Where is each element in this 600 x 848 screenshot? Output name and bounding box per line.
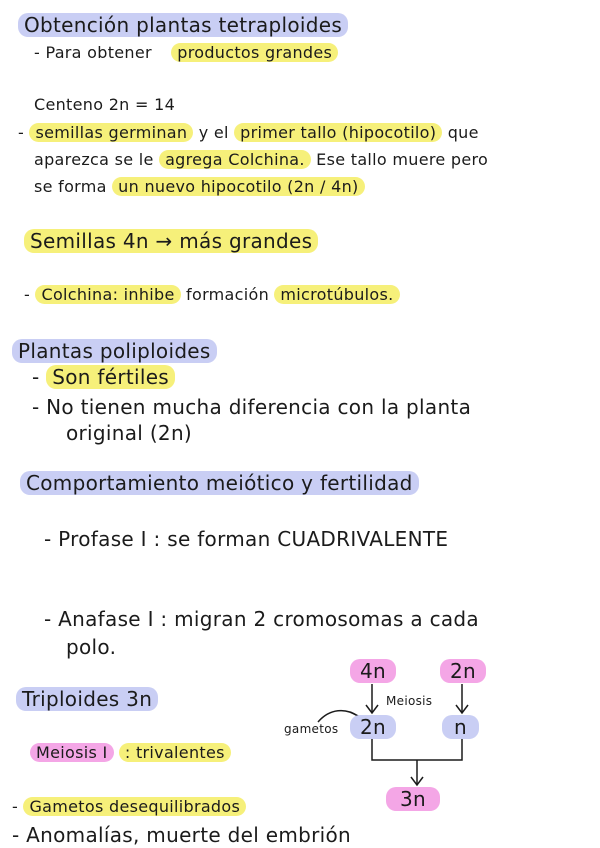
section-title-meiotico: Comportamiento meiótico y fertilidad <box>20 470 419 496</box>
section-title-poliploides: Plantas poliploides <box>12 338 217 364</box>
bullet-semillas-germinan: - semillas germinan y el primer tallo (hipocotilo) que <box>18 123 479 142</box>
anafase-line: - Anafase I : migran 2 cromosomas a cada <box>44 607 479 631</box>
diagram-4n: 4n <box>350 658 396 684</box>
bullet-diferencia-cont: original (2n) <box>66 421 193 445</box>
centeno-line: Centeno 2n = 14 <box>34 95 176 114</box>
meiosis-trivalentes: Meiosis I : trivalentes <box>30 742 231 764</box>
diagram-3n: 3n <box>386 786 440 812</box>
line-agrega-colchina: aparezca se le agrega Colchina. Ese tallo muere pero <box>34 150 489 169</box>
profase-line: - Profase I : se forman CUADRIVALENTE <box>44 527 449 551</box>
bullet-gametos: - Gametos desequilibrados <box>12 796 246 818</box>
line-nuevo-hipocotilo: se forma un nuevo hipocotilo (2n / 4n) <box>34 176 365 198</box>
bullet-fertiles: - Son fértiles <box>32 364 175 390</box>
section-title-triploides: Triploides 3n <box>16 686 158 712</box>
bullet-productos: - Para obtener productos grandes <box>34 42 338 64</box>
diagram-meiosis-label: Meiosis <box>386 694 433 708</box>
diagram-2n-top: 2n <box>440 658 486 684</box>
semillas-4n-line: Semillas 4n → más grandes <box>24 228 318 254</box>
diagram-n-mid: n <box>442 714 479 740</box>
anafase-line-cont: polo. <box>66 635 117 659</box>
bullet-diferencia: - No tienen mucha diferencia con la planta <box>32 395 472 419</box>
colchina-line: - Colchina: inhibe formación microtúbulos. <box>24 284 400 306</box>
bullet-anomalias: - Anomalías, muerte del embrión <box>12 823 351 847</box>
diagram-2n-mid: 2n <box>350 714 396 740</box>
diagram-gametos-label: gametos <box>284 722 339 736</box>
section-title-tetraploides: Obtención plantas tetraploides <box>18 12 348 38</box>
